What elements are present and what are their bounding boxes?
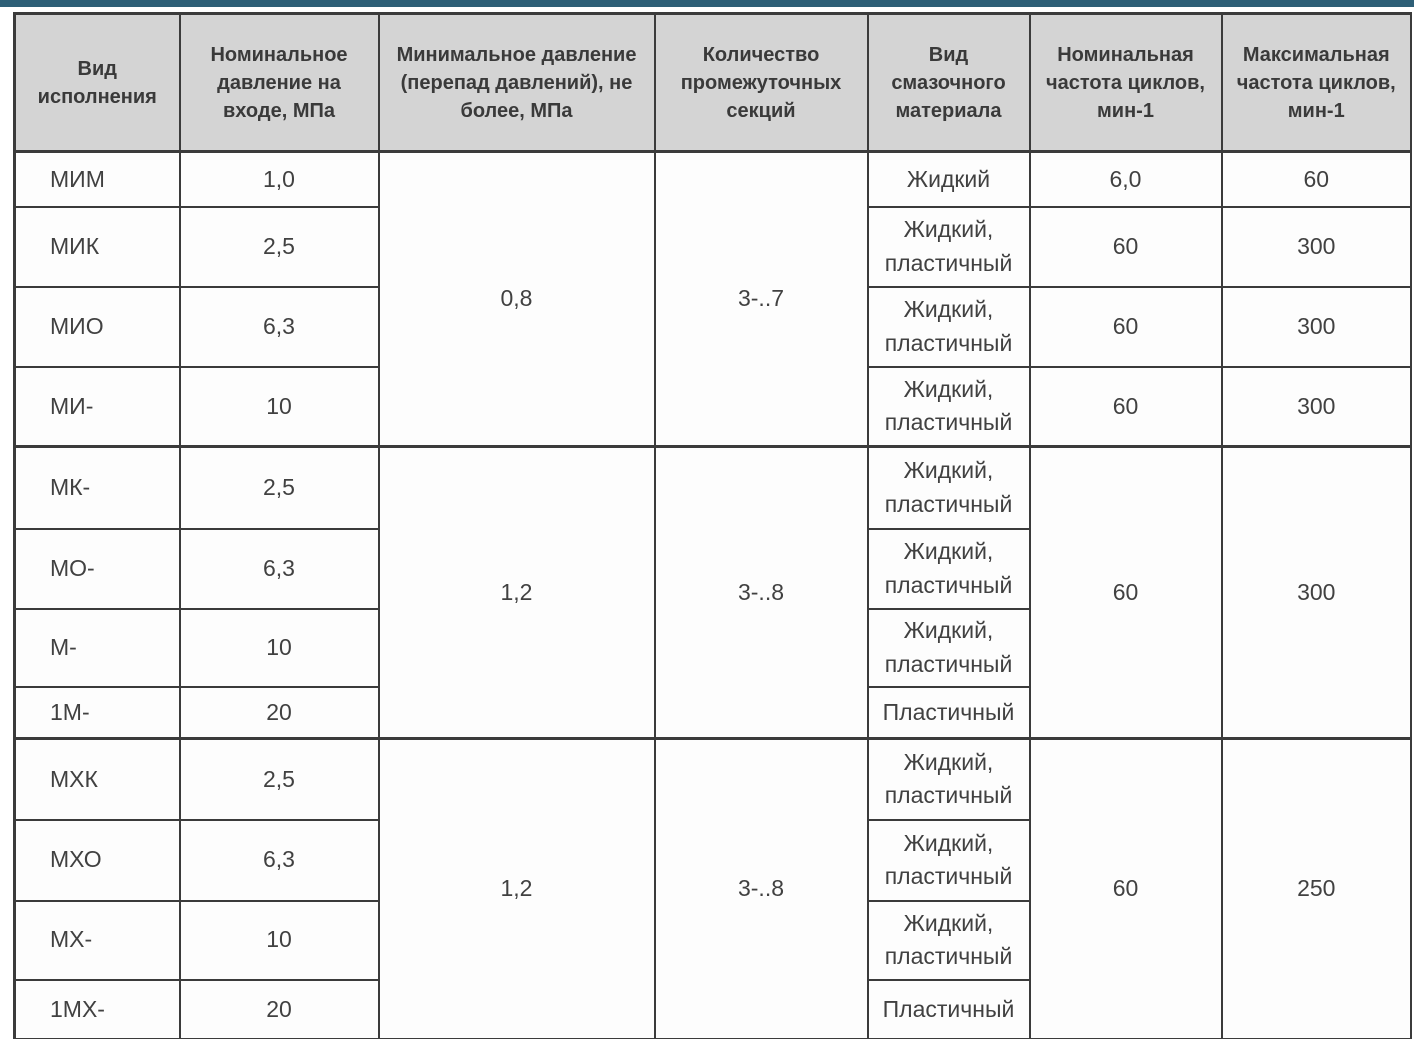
cell-max-freq: 300: [1222, 287, 1412, 367]
cell-min-pressure: 1,2: [379, 447, 655, 739]
cell-min-pressure: 1,2: [379, 739, 655, 1039]
cell-nominal-pressure: 2,5: [180, 207, 379, 287]
header-nominal-pressure: Номинальное давление на входе, МПа: [180, 14, 379, 152]
cell-max-freq: 300: [1222, 367, 1412, 447]
cell-lubricant: Пластичный: [868, 980, 1030, 1039]
table-body: [15, 152, 1412, 1039]
cell-nominal-pressure: 1,0: [180, 152, 379, 207]
cell-nominal-pressure: 20: [180, 980, 379, 1039]
cell-vid: МХО: [15, 820, 180, 901]
cell-nominal-freq: 60: [1030, 287, 1222, 367]
table-row: [15, 447, 1412, 529]
cell-vid: МИМ: [15, 152, 180, 207]
cell-lubricant: Жидкий, пластичный: [868, 609, 1030, 687]
cell-sections: 3-..8: [655, 739, 868, 1039]
cell-nominal-pressure: 2,5: [180, 447, 379, 529]
top-accent-bar: [0, 0, 1414, 7]
cell-nominal-freq: 6,0: [1030, 152, 1222, 207]
table-row: [15, 739, 1412, 820]
cell-vid: МИО: [15, 287, 180, 367]
cell-nominal-pressure: 10: [180, 901, 379, 980]
cell-lubricant: Пластичный: [868, 687, 1030, 739]
spec-table-container: [13, 12, 1412, 1039]
cell-vid: МИ-: [15, 367, 180, 447]
cell-nominal-pressure: 20: [180, 687, 379, 739]
cell-vid: 1М-: [15, 687, 180, 739]
cell-nominal-freq: 60: [1030, 207, 1222, 287]
cell-nominal-pressure: 2,5: [180, 739, 379, 820]
cell-nominal-pressure: 10: [180, 367, 379, 447]
spec-table: [13, 12, 1412, 1039]
cell-max-freq: 300: [1222, 207, 1412, 287]
cell-lubricant: Жидкий, пластичный: [868, 367, 1030, 447]
header-nominal-freq: Номинальная частота циклов, мин-1: [1030, 14, 1222, 152]
header-sections: Количество промежуточных секций: [655, 14, 868, 152]
cell-nominal-pressure: 6,3: [180, 287, 379, 367]
cell-vid: МИК: [15, 207, 180, 287]
cell-lubricant: Жидкий, пластичный: [868, 447, 1030, 529]
cell-nominal-freq: 60: [1030, 367, 1222, 447]
cell-max-freq: 250: [1222, 739, 1412, 1039]
cell-vid: МК-: [15, 447, 180, 529]
header-min-pressure: Минимальное давление (перепад давлений), не более, МПа: [379, 14, 655, 152]
header-lubricant: Вид смазочного материала: [868, 14, 1030, 152]
cell-vid: 1МХ-: [15, 980, 180, 1039]
table-header: [15, 14, 1412, 152]
cell-vid: МХ-: [15, 901, 180, 980]
cell-vid: М-: [15, 609, 180, 687]
table-row: [15, 152, 1412, 207]
cell-max-freq: 60: [1222, 152, 1412, 207]
cell-sections: 3-..7: [655, 152, 868, 447]
cell-nominal-freq: 60: [1030, 447, 1222, 739]
cell-lubricant: Жидкий, пластичный: [868, 820, 1030, 901]
cell-lubricant: Жидкий, пластичный: [868, 739, 1030, 820]
cell-vid: МО-: [15, 529, 180, 609]
cell-lubricant: Жидкий, пластичный: [868, 901, 1030, 980]
cell-lubricant: Жидкий, пластичный: [868, 207, 1030, 287]
cell-lubricant: Жидкий, пластичный: [868, 529, 1030, 609]
cell-nominal-pressure: 6,3: [180, 820, 379, 901]
header-row: [15, 14, 1412, 152]
header-max-freq: Максимальная частота циклов, мин-1: [1222, 14, 1412, 152]
cell-nominal-freq: 60: [1030, 739, 1222, 1039]
cell-nominal-pressure: 10: [180, 609, 379, 687]
header-vid: Вид исполнения: [15, 14, 180, 152]
cell-max-freq: 300: [1222, 447, 1412, 739]
cell-lubricant: Жидкий, пластичный: [868, 287, 1030, 367]
cell-lubricant: Жидкий: [868, 152, 1030, 207]
cell-min-pressure: 0,8: [379, 152, 655, 447]
cell-sections: 3-..8: [655, 447, 868, 739]
cell-nominal-pressure: 6,3: [180, 529, 379, 609]
cell-vid: МХК: [15, 739, 180, 820]
